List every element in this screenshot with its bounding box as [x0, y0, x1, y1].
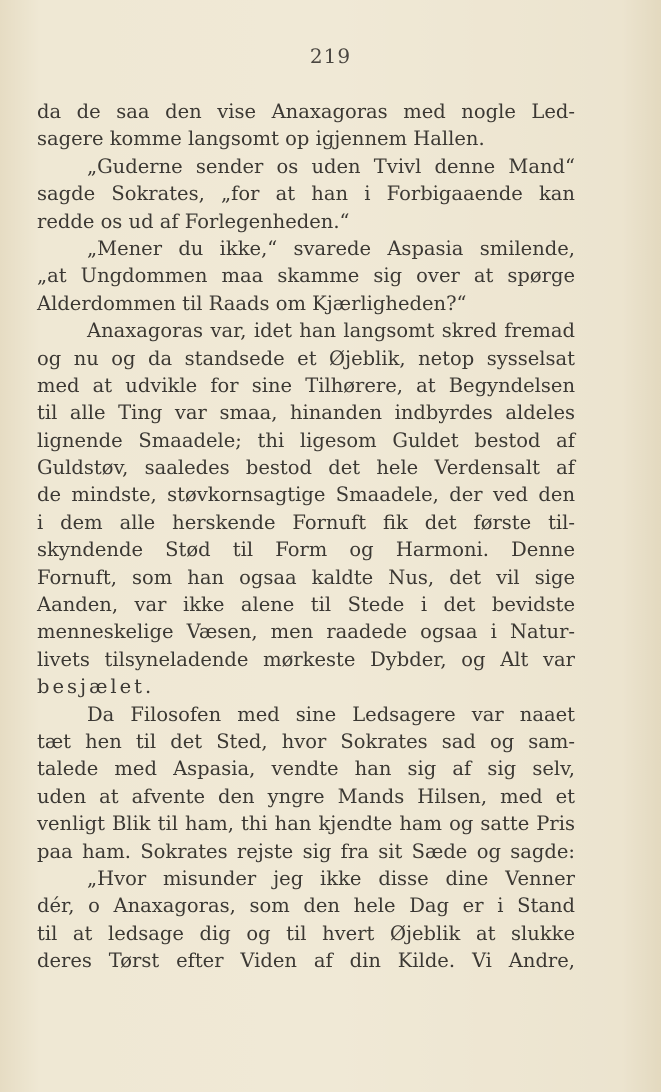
text-line: „at Ungdommen maa skamme sig over at spørge	[37, 264, 575, 288]
text-line: Guldstøv, saaledes bestod det hele Verdensalt af	[37, 456, 575, 480]
text-line: til alle Ting var smaa, hinanden indbyrdes aldeles	[37, 401, 575, 425]
text-line: venligt Blik til ham, thi han kjendte ham og satte Pris	[37, 812, 575, 836]
text-line: menneskelige Væsen, men raadede ogsaa i Natur-	[37, 620, 575, 644]
text-line: med at udvikle for sine Tilhørere, at Begyndelsen	[37, 373, 575, 397]
text-line: Alderdommen til Raads om Kjærligheden?“	[37, 291, 467, 315]
text-line: paa ham. Sokrates rejste sig fra sit Sæde og sagde:	[37, 839, 575, 863]
text-line: redde os ud af Forlegenheden.“	[37, 209, 350, 233]
text-line: tæt hen til det Sted, hvor Sokrates sad og sam-	[37, 729, 575, 753]
text-line: de mindste, støvkornsagtige Smaadele, der ved den	[37, 483, 575, 507]
text-line: sagde Sokrates, „for at han i Forbigaaende kan	[37, 182, 575, 206]
text-line: sagere komme langsomt op igjennem Hallen.	[37, 127, 485, 151]
text-line: „Hvor misunder jeg ikke disse dine Venner	[87, 866, 575, 890]
text-line: da de saa den vise Anaxagoras med nogle Led-	[37, 100, 575, 123]
text-line: uden at afvente den yngre Mands Hilsen, med et	[37, 784, 575, 808]
text-line: i dem alle herskende Fornuft fik det første til-	[37, 510, 575, 534]
text-line: talede med Aspasia, vendte han sig af sig selv,	[37, 757, 575, 781]
body-text	[37, 98, 575, 975]
text-line: Da Filosofen med sine Ledsagere var naaet	[87, 702, 575, 726]
text-line: skyndende Stød til Form og Harmoni. Denne	[37, 538, 575, 562]
text-line: Fornuft, som han ogsaa kaldte Nus, det vil sige	[37, 565, 575, 589]
text-line: og nu og da standsede et Øjeblik, netop sysselsat	[37, 346, 575, 370]
text-line: Aanden, var ikke alene til Stede i det bevidste	[37, 593, 575, 617]
text-line: Anaxagoras var, idet han langsomt skred fremad	[87, 319, 575, 343]
text-line: deres Tørst efter Viden af din Kilde. Vi Andre,	[37, 949, 575, 973]
text-line: til at ledsage dig og til hvert Øjeblik at slukke	[37, 921, 575, 945]
page-number: 219	[309, 44, 352, 68]
text-line: „Mener du ikke,“ svarede Aspasia smilende,	[87, 236, 575, 260]
text-line: dér, o Anaxagoras, som den hele Dag er i Stand	[37, 894, 575, 918]
text-line: „Guderne sender os uden Tvivl denne Mand“	[87, 154, 575, 178]
text-line: livets tilsyneladende mørkeste Dybder, og Alt var	[37, 647, 575, 671]
text-line: besjælet.	[37, 675, 155, 699]
text-line: lignende Smaadele; thi ligesom Guldet bestod af	[37, 428, 575, 452]
